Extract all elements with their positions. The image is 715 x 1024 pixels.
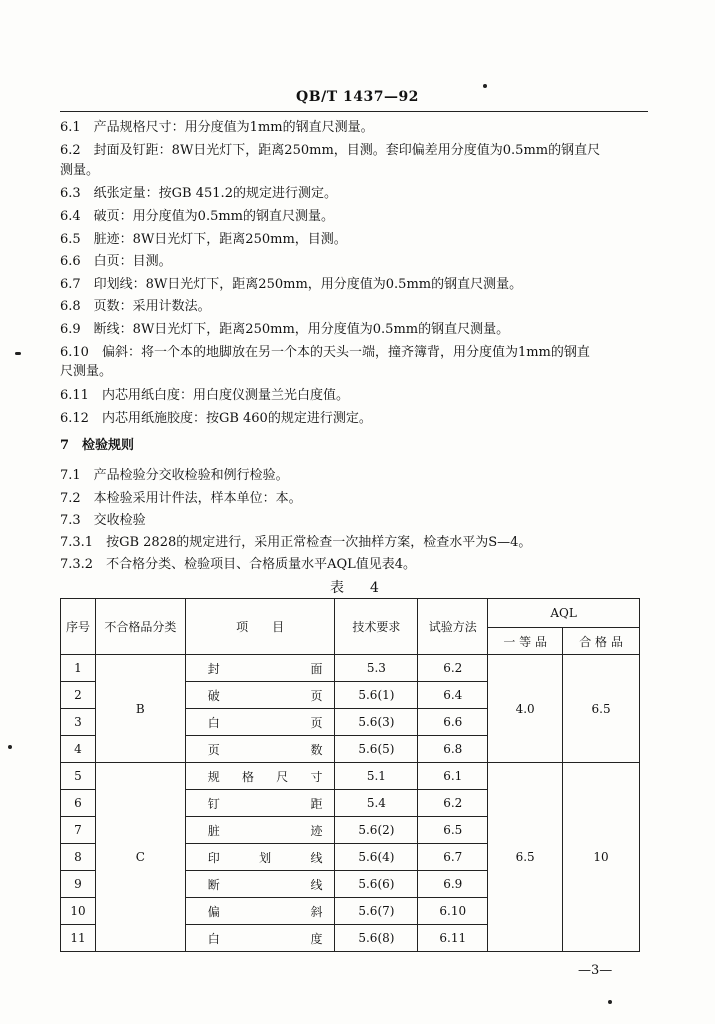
clause-6-6: 6.6 白页：目测。 (60, 254, 172, 269)
cell-seq: 7 (61, 817, 96, 844)
page-number: —3— (578, 963, 613, 978)
cell-aql-qualified-b: 6.5 (563, 655, 640, 763)
clause-6-10: 6.10 偏斜：将一个本的地脚放在另一个本的天头一端，撞齐簿背，用分度值为1mm的钢直 (60, 345, 590, 360)
header-method: 试验方法 (418, 599, 488, 655)
cell-method: 6.11 (418, 925, 488, 952)
header-qualified: 合 格 品 (563, 628, 640, 655)
clause-6-11: 6.11 内芯用纸白度：用白度仪测量兰光白度值。 (60, 388, 349, 403)
cell-item: 白度 (185, 925, 335, 952)
cell-method: 6.8 (418, 736, 488, 763)
table-row (61, 655, 640, 682)
cell-requirement: 5.6(1) (335, 682, 418, 709)
cell-category-c: C (95, 763, 185, 952)
cell-seq: 6 (61, 790, 96, 817)
cell-item: 印划线 (185, 844, 335, 871)
aql-table (60, 598, 640, 952)
scan-speck (8, 745, 12, 749)
clause-6-10-cont: 尺测量。 (60, 364, 113, 379)
clause-6-9: 6.9 断线：8W日光灯下，距离250mm，用分度值为0.5mm的钢直尺测量。 (60, 322, 510, 337)
cell-item: 断线 (185, 871, 335, 898)
clause-7-1: 7.1 产品检验分交收检验和例行检验。 (60, 468, 289, 483)
table-caption: 表 4 (330, 580, 385, 596)
cell-seq: 3 (61, 709, 96, 736)
clause-6-4: 6.4 破页：用分度值为0.5mm的钢直尺测量。 (60, 209, 335, 224)
cell-seq: 4 (61, 736, 96, 763)
cell-seq: 10 (61, 898, 96, 925)
cell-requirement: 5.6(4) (335, 844, 418, 871)
section-7-title: 7 检验规则 (60, 438, 135, 453)
clause-6-2-cont: 测量。 (60, 163, 100, 178)
cell-requirement: 5.1 (335, 763, 418, 790)
cell-method: 6.9 (418, 871, 488, 898)
cell-item: 破页 (185, 682, 335, 709)
cell-category-b: B (95, 655, 185, 763)
cell-item: 偏斜 (185, 898, 335, 925)
cell-seq: 9 (61, 871, 96, 898)
cell-item: 页数 (185, 736, 335, 763)
cell-method: 6.7 (418, 844, 488, 871)
cell-item: 钉距 (185, 790, 335, 817)
standard-code-header: QB/T 1437—92 (296, 89, 419, 105)
cell-aql-first-b: 4.0 (488, 655, 563, 763)
cell-method: 6.1 (418, 763, 488, 790)
cell-method: 6.6 (418, 709, 488, 736)
header-aql: AQL (488, 599, 640, 628)
cell-aql-qualified-c: 10 (563, 763, 640, 952)
cell-item: 封面 (185, 655, 335, 682)
cell-requirement: 5.6(6) (335, 871, 418, 898)
header-requirement: 技术要求 (335, 599, 418, 655)
clause-6-2: 6.2 封面及钉距：8W日光灯下，距离250mm，目测。套印偏差用分度值为0.5mm的钢直尺 (60, 143, 601, 158)
cell-method: 6.5 (418, 817, 488, 844)
clause-6-8: 6.8 页数：采用计数法。 (60, 299, 211, 314)
clause-6-1: 6.1 产品规格尺寸：用分度值为1mm的钢直尺测量。 (60, 120, 374, 135)
cell-method: 6.2 (418, 790, 488, 817)
scan-speck (483, 84, 487, 88)
cell-method: 6.4 (418, 682, 488, 709)
header-item: 项 目 (185, 599, 335, 655)
cell-requirement: 5.6(7) (335, 898, 418, 925)
header-seq: 序号 (61, 599, 96, 655)
clause-7-3-1: 7.3.1 按GB 2828的规定进行，采用正常检查一次抽样方案，检查水平为S—4。 (60, 535, 532, 550)
clause-7-3-2: 7.3.2 不合格分类、检验项目、合格质量水平AQL值见表4。 (60, 557, 417, 572)
cell-seq: 8 (61, 844, 96, 871)
cell-requirement: 5.6(2) (335, 817, 418, 844)
cell-requirement: 5.4 (335, 790, 418, 817)
cell-item: 规格尺寸 (185, 763, 335, 790)
cell-requirement: 5.6(3) (335, 709, 418, 736)
table-row (61, 763, 640, 790)
cell-seq: 5 (61, 763, 96, 790)
cell-requirement: 5.3 (335, 655, 418, 682)
cell-method: 6.10 (418, 898, 488, 925)
clause-6-5: 6.5 脏迹：8W日光灯下，距离250mm，目测。 (60, 232, 347, 247)
scan-speck (608, 1000, 612, 1004)
cell-seq: 11 (61, 925, 96, 952)
clause-6-12: 6.12 内芯用纸施胶度：按GB 460的规定进行测定。 (60, 411, 372, 426)
cell-method: 6.2 (418, 655, 488, 682)
header-category: 不合格品分类 (95, 599, 185, 655)
header-rule (60, 111, 648, 112)
cell-requirement: 5.6(8) (335, 925, 418, 952)
clause-6-7: 6.7 印划线：8W日光灯下，距离250mm，用分度值为0.5mm的钢直尺测量。 (60, 277, 523, 292)
cell-seq: 1 (61, 655, 96, 682)
clause-6-3: 6.3 纸张定量：按GB 451.2的规定进行测定。 (60, 186, 337, 201)
scan-speck (15, 352, 21, 355)
cell-requirement: 5.6(5) (335, 736, 418, 763)
header-first-grade: 一 等 品 (488, 628, 563, 655)
cell-aql-first-c: 6.5 (488, 763, 563, 952)
cell-item: 脏迹 (185, 817, 335, 844)
cell-seq: 2 (61, 682, 96, 709)
cell-item: 白页 (185, 709, 335, 736)
clause-7-3: 7.3 交收检验 (60, 513, 146, 528)
clause-7-2: 7.2 本检验采用计件法，样本单位：本。 (60, 491, 302, 506)
